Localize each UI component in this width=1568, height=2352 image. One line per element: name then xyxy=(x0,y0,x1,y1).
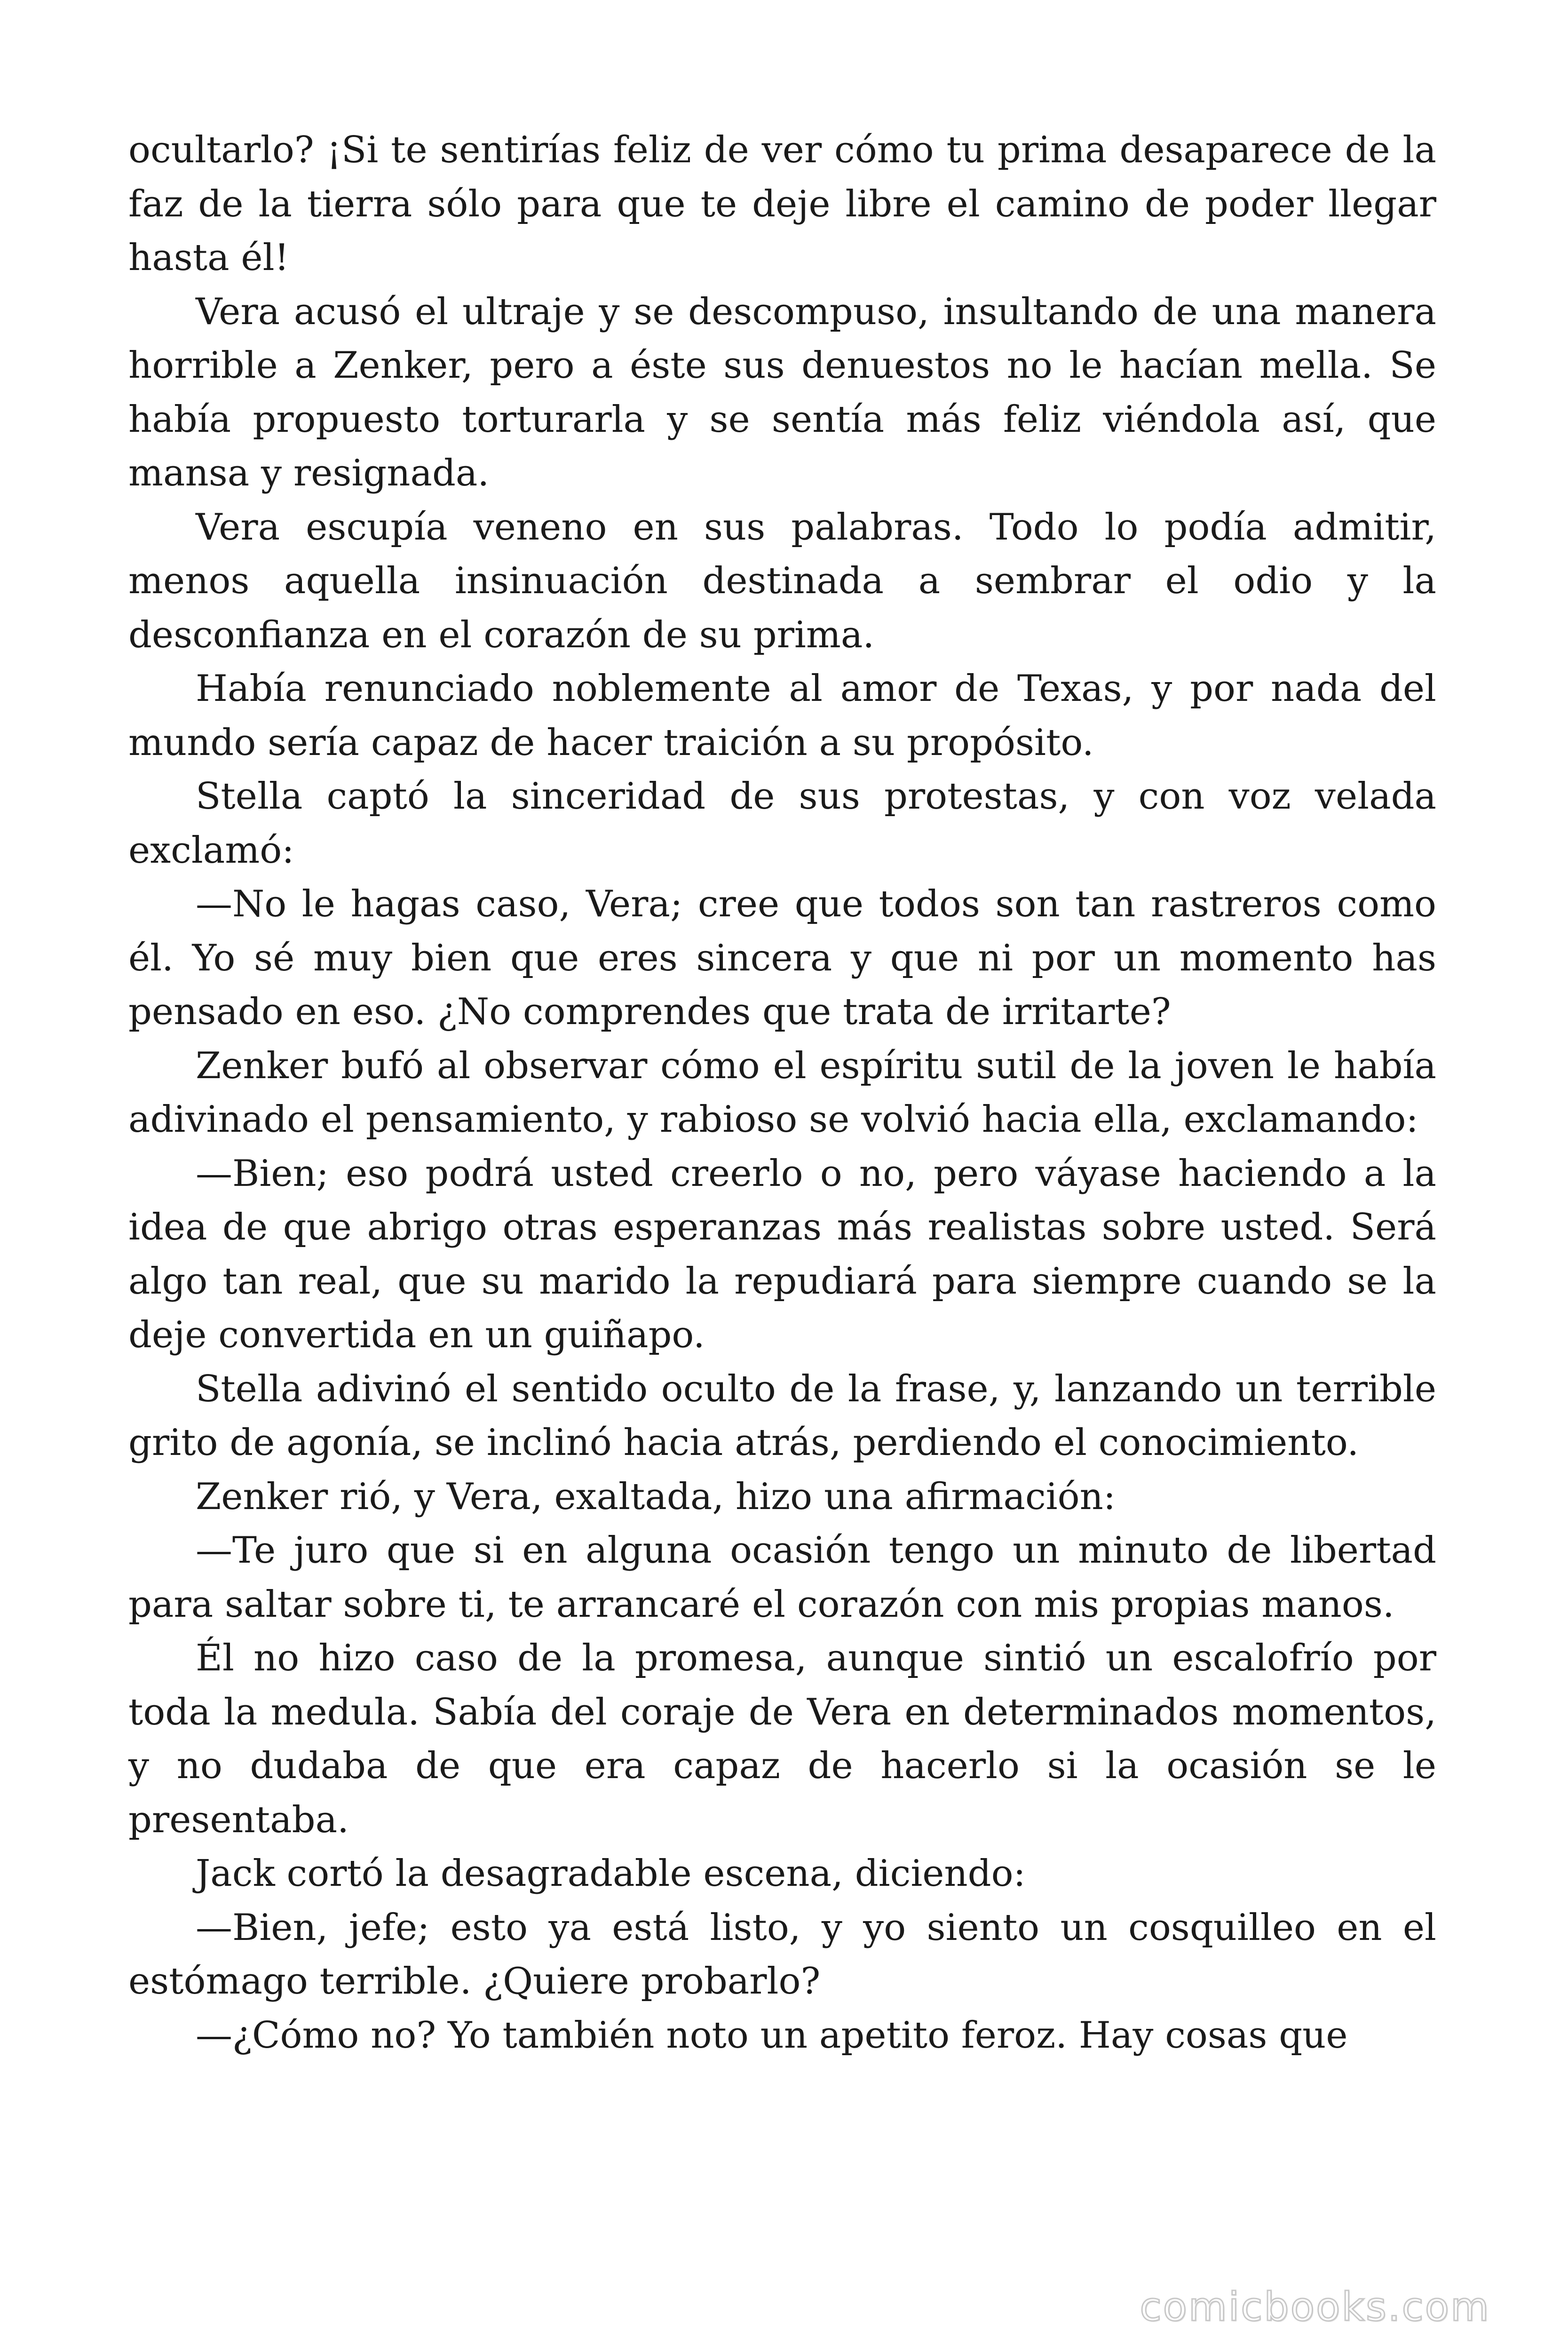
page-text xyxy=(128,123,1436,2062)
paragraph-15: —¿Cómo no? Yo también noto un apetito feroz. Hay cosas que xyxy=(196,2014,1348,2057)
paragraph-6: —No le hagas caso, Vera; cree que todos son tan rastreros como él. Yo sé muy bien que eres sincera y que ni por un momento has pensado en eso. ¿No comprendes que trata de irritarte? xyxy=(128,883,1436,1033)
paragraph-10: Zenker rió, y Vera, exaltada, hizo una afirmación: xyxy=(196,1475,1116,1518)
paragraph-1: ocultarlo? ¡Si te sentirías feliz de ver cómo tu prima desaparece de la faz de la tierra sólo para que te deje libre el camino de poder llegar hasta él! xyxy=(128,129,1436,279)
paragraph-14: —Bien, jefe; esto ya está listo, y yo siento un cosquilleo en el estómago terrible. ¿Quiere probarlo? xyxy=(128,1906,1436,2002)
watermark: comicbooks.com xyxy=(1140,2284,1490,2330)
paragraph-12: Él no hizo caso de la promesa, aunque sintió un escalofrío por toda la medula. Sabía del coraje de Vera en determinados momentos, y no dudaba de que era capaz de hacerlo si la ocasión se le presentaba. xyxy=(128,1637,1436,1841)
paragraph-7: Zenker bufó al observar cómo el espíritu sutil de la joven le había adivinado el pensamiento, y rabioso se volvió hacia ella, exclamando: xyxy=(128,1044,1436,1141)
paragraph-13: Jack cortó la desagradable escena, diciendo: xyxy=(196,1852,1026,1895)
paragraph-2: Vera acusó el ultraje y se descompuso, insultando de una manera horrible a Zenker, pero a éste sus denuestos no le hacían mella. Se había propuesto torturarla y se sentía más feliz viéndola así, que mansa y resignada. xyxy=(128,290,1436,494)
paragraph-5: Stella captó la sinceridad de sus protestas, y con voz velada exclamó: xyxy=(128,775,1436,872)
paragraph-9: Stella adivinó el sentido oculto de la frase, y, lanzando un terrible grito de agonía, se inclinó hacia atrás, perdiendo el conocimiento. xyxy=(128,1367,1436,1464)
paragraph-11: —Te juro que si en alguna ocasión tengo un minuto de libertad para saltar sobre ti, te arrancaré el corazón con mis propias manos. xyxy=(128,1529,1436,1626)
paragraph-8: —Bien; eso podrá usted creerlo o no, pero váyase haciendo a la idea de que abrigo otras esperanzas más realistas sobre usted. Será algo tan real, que su marido la repudiará para siempre cuando se la deje convertida en un guiñapo. xyxy=(128,1152,1436,1356)
paragraph-4: Había renunciado noblemente al amor de Texas, y por nada del mundo sería capaz de hacer traición a su propósito. xyxy=(128,667,1436,764)
paragraph-3: Vera escupía veneno en sus palabras. Todo lo podía admitir, menos aquella insinuación destinada a sembrar el odio y la desconfianza en el corazón de su prima. xyxy=(128,506,1436,656)
